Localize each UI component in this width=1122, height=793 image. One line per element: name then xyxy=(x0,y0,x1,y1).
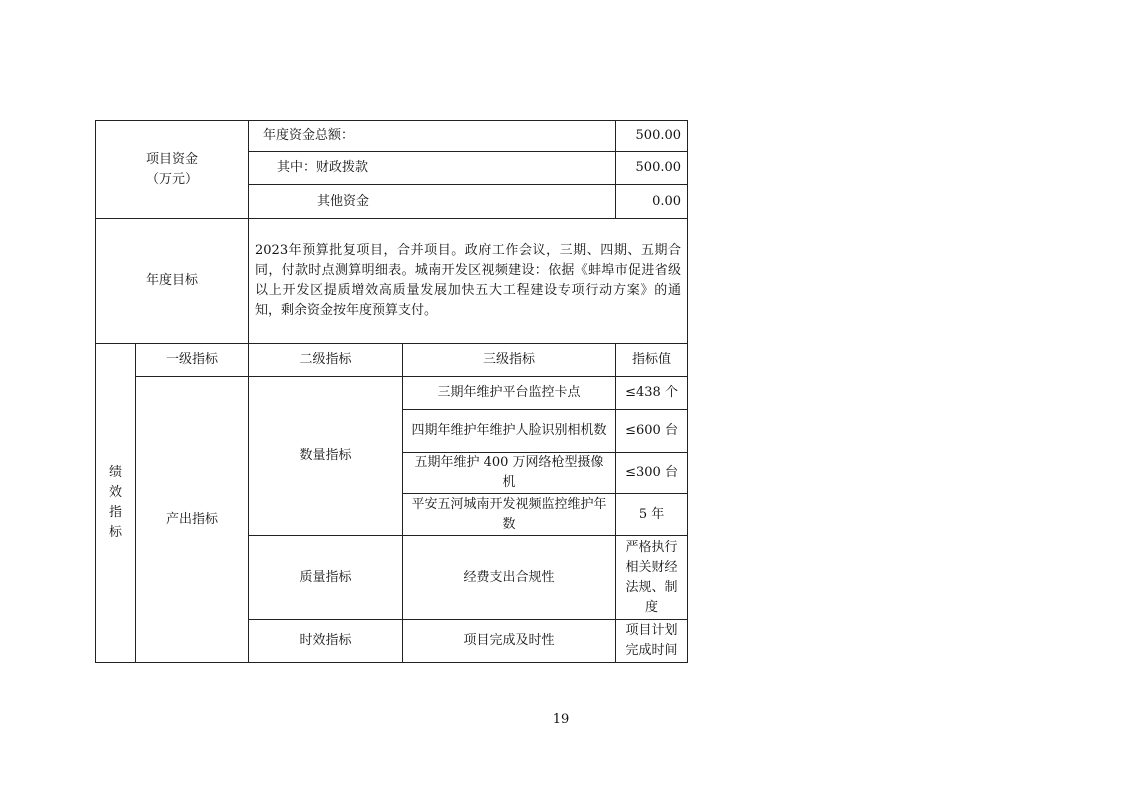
timeliness-item-name: 项目完成及时性 xyxy=(403,620,616,663)
header-level1: 一级指标 xyxy=(136,344,249,377)
funds-label-cell xyxy=(96,121,249,219)
quantity-item-name: 五期年维护 400 万网络枪型摄像机 xyxy=(403,453,616,494)
funds-unit: （万元） xyxy=(146,171,199,187)
header-level2: 二级指标 xyxy=(249,344,403,377)
performance-char: 绩 xyxy=(108,465,122,480)
quality-item-name: 经费支出合规性 xyxy=(403,536,616,620)
quantity-item-name: 平安五河城南开发视频监控维护年数 xyxy=(403,494,616,536)
funds-total-value: 500.00 xyxy=(616,121,688,152)
performance-char: 标 xyxy=(108,525,122,540)
funds-fiscal-label: 其中：财政拨款 xyxy=(249,152,616,185)
header-level3: 三级指标 xyxy=(403,344,616,377)
quantity-item-value: ≤438 个 xyxy=(616,377,688,410)
funds-other-label: 其他资金 xyxy=(249,185,616,219)
quantity-item-name: 三期年维护平台监控卡点 xyxy=(403,377,616,410)
annual-goal-label: 年度目标 xyxy=(96,219,249,344)
funds-total-label: 年度资金总额： xyxy=(249,121,616,152)
page-number: 19 xyxy=(552,712,570,727)
timeliness-item-value: 项目计划完成时间 xyxy=(616,620,688,663)
header-value: 指标值 xyxy=(616,344,688,377)
performance-char: 指 xyxy=(108,505,122,520)
output-indicator: 产出指标 xyxy=(136,377,249,663)
performance-char: 效 xyxy=(108,485,122,500)
funds-fiscal-value: 500.00 xyxy=(616,152,688,185)
timeliness-indicator: 时效指标 xyxy=(249,620,403,663)
funds-label: 项目资金 xyxy=(146,151,199,167)
quantity-item-value: ≤600 台 xyxy=(616,410,688,453)
annual-goal-text: 2023年预算批复项目，合并项目。政府工作会议，三期、四期、五期合同，付款时点测算明细表。城南开发区视频建设：依据《蚌埠市促进省级以上开发区提质增效高质量发展加快五大工程建设专项行动方案》的通知，剩余资金按年度预算支付。 xyxy=(249,219,688,344)
funds-other-value: 0.00 xyxy=(616,185,688,219)
project-table xyxy=(95,120,688,663)
performance-label xyxy=(96,344,136,663)
quantity-indicator: 数量指标 xyxy=(249,377,403,536)
quantity-item-name: 四期年维护年维护人脸识别相机数 xyxy=(403,410,616,453)
quality-indicator: 质量指标 xyxy=(249,536,403,620)
quantity-item-value: ≤300 台 xyxy=(616,453,688,494)
quantity-item-value: 5 年 xyxy=(616,494,688,536)
quality-item-value: 严格执行相关财经法规、制度 xyxy=(616,536,688,620)
